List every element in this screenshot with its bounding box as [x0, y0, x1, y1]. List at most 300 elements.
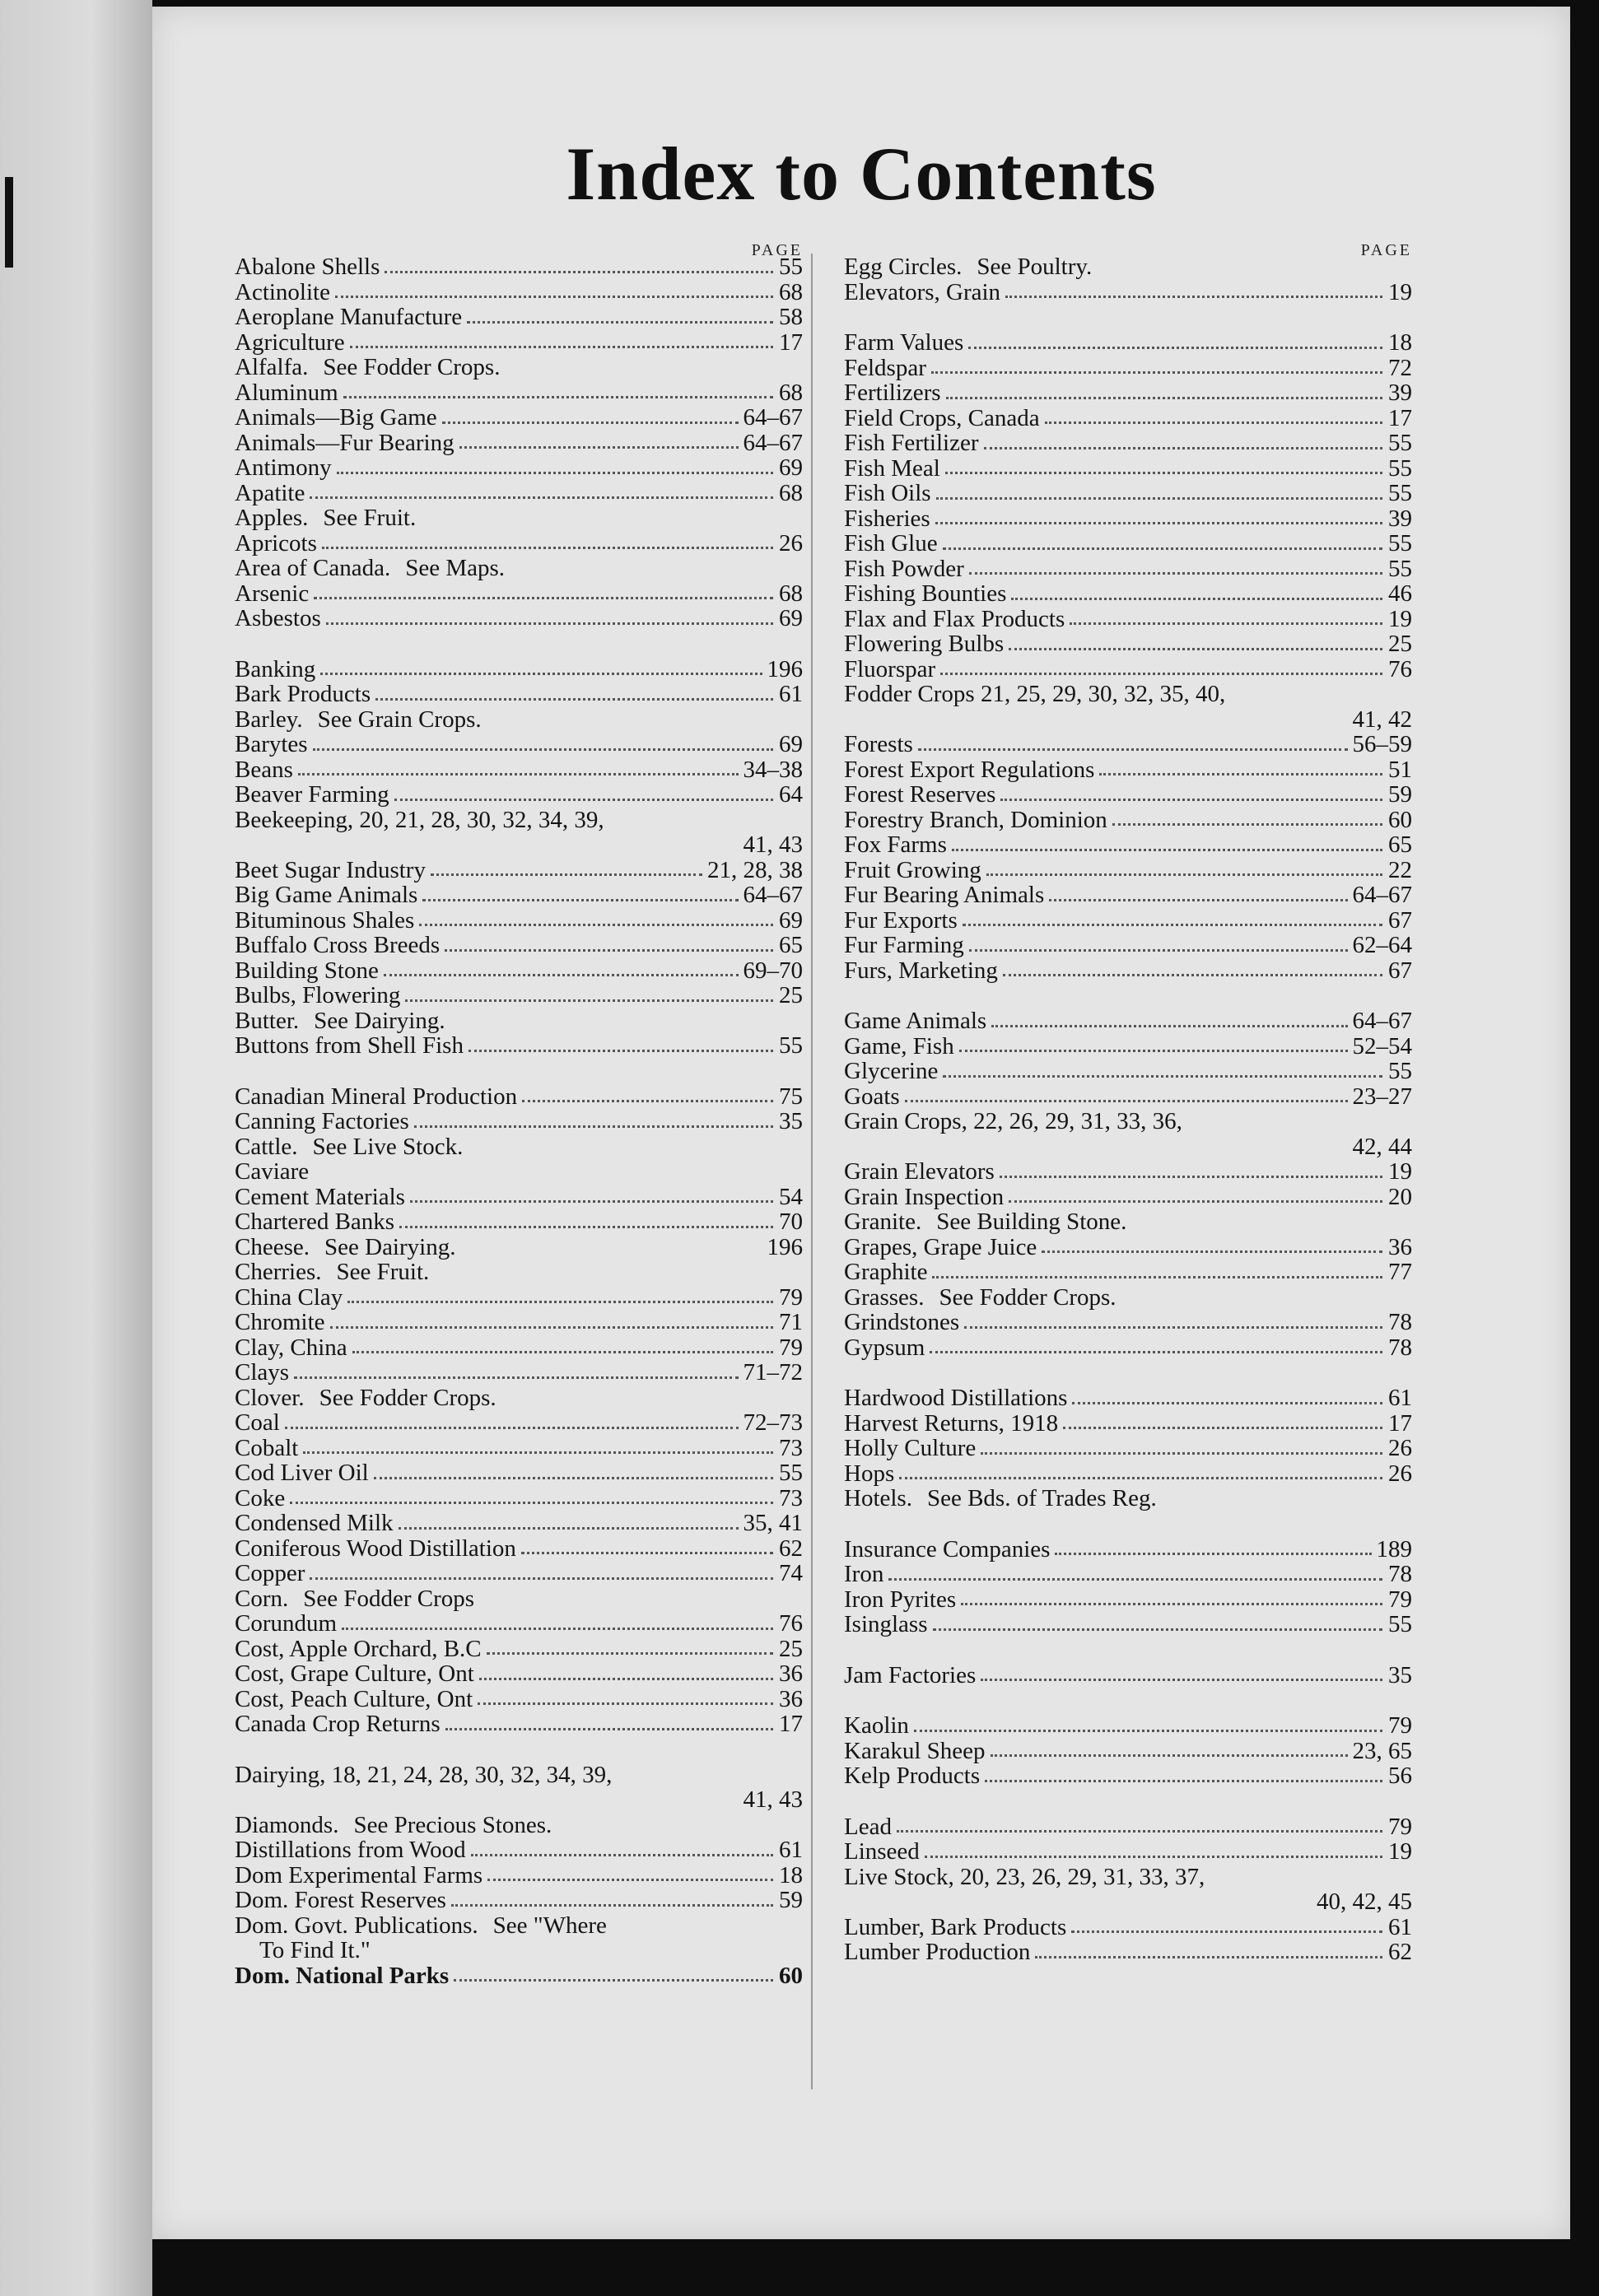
dot-leader: [478, 1702, 773, 1705]
index-entry: [235, 1536, 803, 1562]
entry-name: Fur Farming: [844, 932, 964, 958]
entry-name: Fertilizers: [844, 380, 941, 406]
entry-name: Field Crops, Canada: [844, 404, 1040, 431]
entry-name: Coniferous Wood Distillation: [235, 1535, 516, 1562]
entry-page-number: 78: [1388, 1309, 1412, 1335]
entry-name: Corundum: [235, 1610, 338, 1637]
dot-leader: [326, 622, 773, 625]
index-entry: [844, 1612, 1412, 1637]
dot-leader: [451, 1904, 773, 1907]
index-entry: [844, 506, 1412, 532]
entry-page-number: 79: [1388, 1712, 1412, 1739]
entry-see-reference: See Fruit.: [336, 1259, 430, 1285]
dot-leader: [405, 999, 773, 1002]
dot-leader: [888, 1578, 1382, 1581]
entry-page-number: 55: [1388, 555, 1412, 582]
dot-leader: [933, 1628, 1383, 1631]
entry-page-number: 55: [779, 1460, 803, 1486]
dot-leader: [1162, 1502, 1382, 1505]
entry-page-number: 35: [779, 1108, 803, 1134]
entry-page-number: 69: [779, 454, 803, 481]
index-entry: [844, 1889, 1412, 1915]
dot-leader: [959, 1050, 1348, 1052]
index-entry: [235, 908, 803, 934]
entry-page-number: 34–38: [743, 756, 803, 783]
dot-leader: [375, 1954, 773, 1957]
entry-page-number: 78: [1388, 1561, 1412, 1587]
index-entry: [235, 1033, 803, 1059]
index-page: [152, 7, 1570, 2239]
entry-page-number: 60: [779, 1962, 803, 1989]
entry-page-number: 18: [779, 1861, 803, 1888]
entry-name: Cost, Peach Culture, Ont: [235, 1685, 473, 1712]
index-entry: [235, 1863, 803, 1888]
entry-page-number: 76: [779, 1610, 803, 1637]
entry-page-number: 64–67: [743, 429, 803, 456]
entry-name: Grindstones: [844, 1309, 960, 1335]
dot-leader: [468, 1150, 773, 1153]
entry-name: Dom. Forest Reserves: [235, 1887, 446, 1913]
index-entry: [235, 1687, 803, 1712]
index-entry: [235, 606, 803, 631]
entry-name: Egg Circles.: [844, 254, 963, 280]
entry-name: Banking: [235, 655, 316, 682]
index-entry: [844, 607, 1412, 632]
index-entry: [844, 1084, 1412, 1110]
entry-name: Jam Factories: [844, 1661, 977, 1688]
entry-name: Apples.: [235, 505, 309, 531]
entry-page-number: 26: [1388, 1435, 1412, 1461]
dot-leader: [969, 949, 1348, 952]
index-entry: [844, 1940, 1412, 1965]
entry-see-reference: See Fodder Crops.: [319, 1384, 496, 1411]
index-column-right: [844, 241, 1412, 1965]
entry-name: Dairying, 18, 21, 24, 28, 30, 32, 34, 39,: [235, 1761, 613, 1788]
entry-see-reference: See Bds. of Trades Reg.: [926, 1485, 1157, 1511]
entry-name: Cobalt: [235, 1434, 299, 1461]
index-entry: [844, 883, 1412, 908]
index-entry: [235, 1763, 803, 1788]
dot-leader: [1005, 296, 1382, 298]
entry-page-number: 61: [1388, 1385, 1412, 1411]
dot-leader: [419, 924, 773, 926]
entry-name: 41, 42: [1352, 706, 1412, 733]
dot-leader: [1070, 622, 1382, 625]
index-entry: [844, 380, 1412, 406]
entry-name: Fodder Crops 21, 25, 29, 30, 32, 35, 40,: [844, 681, 1226, 707]
entry-page-number: 62–64: [1352, 932, 1412, 958]
entry-name: Bark Products: [235, 681, 371, 707]
index-entry: [844, 1285, 1412, 1311]
dot-leader: [521, 1552, 773, 1554]
entry-name: Goats: [844, 1083, 900, 1110]
index-entry: [235, 1888, 803, 1913]
index-entry: [235, 1712, 803, 1737]
index-entry: [235, 1661, 803, 1687]
dot-leader: [335, 296, 773, 298]
index-entry: [235, 1360, 803, 1386]
dot-leader: [557, 1828, 773, 1831]
index-entry: [844, 1713, 1412, 1739]
index-entry: [844, 1461, 1412, 1487]
dot-leader: [1000, 799, 1382, 801]
dot-leader: [414, 1125, 773, 1128]
section-gap: [235, 1059, 803, 1084]
entry-page-number: 76: [1388, 655, 1412, 682]
entry-page-number: 23–27: [1352, 1083, 1412, 1110]
index-entry: [844, 1235, 1412, 1260]
dot-leader: [932, 1276, 1382, 1278]
entry-name: Apricots: [235, 529, 317, 557]
entry-page-number: 35, 41: [743, 1510, 803, 1536]
index-entry: [235, 1134, 803, 1160]
entry-name: Corn.: [235, 1585, 289, 1612]
index-entry: [844, 1386, 1412, 1411]
entry-name: 41, 43: [743, 1786, 803, 1813]
entry-name: Hotels.: [844, 1485, 912, 1511]
entry-name: Graphite: [844, 1259, 928, 1285]
entry-page-number: 26: [1388, 1460, 1412, 1487]
entry-name: Fish Powder: [844, 555, 964, 582]
index-entry: [844, 254, 1412, 280]
index-entry: [235, 1938, 803, 1963]
index-entry: [235, 581, 803, 607]
dot-leader: [385, 271, 773, 273]
entry-see-reference: See Grain Crops.: [317, 706, 482, 733]
index-entry: [844, 1739, 1412, 1764]
entry-page-number: 69: [779, 731, 803, 757]
index-entry: [844, 908, 1412, 934]
entry-page-number: 79: [1388, 1586, 1412, 1613]
index-list-left: [235, 254, 803, 1988]
index-entry: [235, 280, 803, 305]
index-entry: [844, 1865, 1412, 1890]
entry-page-number: 18: [1388, 329, 1412, 356]
entry-page-number: 55: [1388, 454, 1412, 482]
entry-page-number: 19: [1388, 278, 1412, 305]
index-entry: [235, 1285, 803, 1311]
entry-name: 41, 43: [743, 831, 803, 858]
entry-page-number: 73: [779, 1434, 803, 1461]
entry-name: Clover.: [235, 1384, 305, 1411]
dot-leader: [434, 1276, 773, 1278]
entry-name: Beaver Farming: [235, 781, 389, 808]
entry-name: Butter.: [235, 1007, 300, 1034]
index-entry: [844, 431, 1412, 456]
entry-name: 42, 44: [1352, 1133, 1412, 1160]
dot-leader: [290, 1502, 773, 1504]
entry-page-number: 17: [779, 1711, 803, 1737]
entry-name: Feldspar: [844, 354, 926, 381]
entry-page-number: 69: [779, 906, 803, 934]
entry-page-number: 64–67: [1352, 882, 1412, 908]
dot-leader: [969, 572, 1382, 575]
entry-page-number: 54: [779, 1183, 803, 1210]
entry-page-number: 75: [779, 1083, 803, 1110]
index-entry: [844, 1335, 1412, 1361]
entry-name: Chromite: [235, 1309, 325, 1335]
dot-leader: [350, 346, 773, 348]
dot-leader: [399, 1527, 739, 1530]
dot-leader: [510, 572, 773, 575]
dot-leader: [375, 698, 773, 701]
index-entry: [844, 280, 1412, 305]
entry-page-number: 67: [1388, 957, 1412, 984]
entry-name: Coke: [235, 1484, 286, 1511]
entry-page-number: 36: [779, 1660, 803, 1687]
entry-name: 40, 42, 45: [1317, 1888, 1412, 1915]
dot-leader: [1011, 598, 1382, 600]
entry-name: Iron: [844, 1561, 884, 1587]
entry-name: Game, Fish: [844, 1032, 954, 1060]
dot-leader: [460, 1250, 762, 1253]
entry-name: Linseed: [844, 1838, 920, 1865]
entry-name: Distillations from Wood: [235, 1837, 466, 1863]
entry-name: Grasses.: [844, 1283, 925, 1311]
entry-name: Beet Sugar Industry: [235, 856, 426, 883]
entry-page-number: 69: [779, 605, 803, 631]
entry-page-number: 71: [779, 1309, 803, 1335]
entry-name: Hops: [844, 1460, 895, 1487]
dot-leader: [479, 1602, 773, 1604]
index-entry: [844, 682, 1412, 707]
index-entry: [844, 657, 1412, 682]
index-entry: [844, 1159, 1412, 1185]
dot-leader: [952, 849, 1382, 851]
index-entry: [235, 254, 803, 280]
index-entry: [844, 1486, 1412, 1511]
entry-name: Live Stock, 20, 23, 26, 29, 31, 33, 37,: [844, 1863, 1205, 1890]
dot-leader: [1045, 421, 1382, 424]
dot-leader: [303, 1451, 773, 1454]
dot-leader: [991, 1754, 1348, 1757]
dot-leader: [314, 1176, 773, 1178]
dot-leader: [935, 522, 1382, 524]
dot-leader: [931, 371, 1382, 374]
index-entry: [235, 1235, 803, 1260]
entry-name: Abalone Shells: [235, 254, 380, 280]
dot-leader: [1112, 823, 1382, 826]
index-entry: [235, 1436, 803, 1461]
dot-leader: [1063, 1427, 1382, 1429]
index-entry: [844, 1436, 1412, 1461]
index-entry: [844, 1537, 1412, 1562]
entry-name: Cheese.: [235, 1233, 310, 1260]
section-gap: [844, 1789, 1412, 1814]
entry-name: Fish Oils: [844, 480, 931, 506]
entry-see-reference: See Fodder Crops.: [323, 354, 501, 380]
index-entry: [844, 531, 1412, 557]
index-entry: [235, 1637, 803, 1662]
dot-leader: [322, 547, 773, 549]
dot-leader: [342, 1628, 773, 1630]
dot-leader: [981, 1452, 1382, 1455]
dot-leader: [467, 321, 773, 324]
dot-leader: [347, 1301, 773, 1303]
index-entry: [235, 1159, 803, 1185]
index-entry: [844, 707, 1412, 733]
entry-page-number: 56–59: [1352, 731, 1412, 757]
dot-leader: [445, 949, 773, 952]
index-entry: [235, 1787, 803, 1813]
dot-leader: [314, 597, 773, 599]
dot-leader: [421, 522, 773, 524]
entry-name: Dom Experimental Farms: [235, 1861, 483, 1888]
entry-page-number: 17: [779, 328, 803, 356]
entry-page-number: 65: [1388, 831, 1412, 858]
dot-leader: [454, 1979, 773, 1982]
dot-leader: [986, 873, 1382, 876]
dot-leader: [310, 496, 773, 499]
dot-leader: [925, 1856, 1382, 1858]
entry-name: Dom. National Parks: [235, 1962, 450, 1989]
index-entry: [844, 631, 1412, 657]
entry-page-number: 68: [779, 278, 803, 305]
dot-leader: [930, 1351, 1382, 1353]
index-entry: [235, 958, 803, 984]
entry-name: Animals—Big Game: [235, 404, 437, 431]
index-entry: [844, 1209, 1412, 1235]
dot-leader: [1121, 1301, 1382, 1303]
entry-page-number: 58: [779, 304, 803, 330]
index-entry: [235, 330, 803, 356]
entry-page-number: 21, 28, 38: [707, 856, 803, 883]
index-entry: [235, 933, 803, 958]
dot-leader: [294, 1376, 738, 1379]
entry-name: Arsenic: [235, 580, 310, 607]
entry-name: Grain Crops, 22, 26, 29, 31, 33, 36,: [844, 1108, 1182, 1134]
index-entry: [235, 1084, 803, 1110]
index-entry: [235, 355, 803, 380]
entry-name: Animals—Fur Bearing: [235, 429, 455, 456]
dot-leader: [897, 1830, 1382, 1833]
dot-leader: [459, 446, 739, 449]
section-gap: [235, 631, 803, 657]
entry-name: Building Stone: [235, 957, 379, 984]
entry-name: Canada Crop Returns: [235, 1711, 441, 1737]
entry-page-number: 79: [1388, 1813, 1412, 1840]
page-title: Index to Contents: [566, 132, 1157, 216]
entry-name: Flax and Flax Products: [844, 605, 1065, 632]
dot-leader: [343, 396, 773, 398]
section-gap: [844, 1511, 1412, 1537]
entry-name: Forests: [844, 731, 913, 757]
entry-page-number: 51: [1388, 756, 1412, 783]
entry-page-number: 56: [1388, 1763, 1412, 1789]
entry-page-number: 72: [1388, 354, 1412, 381]
entry-page-number: 59: [1388, 781, 1412, 808]
index-entry: [235, 1511, 803, 1536]
entry-page-number: 64–67: [743, 404, 803, 431]
dot-leader: [1097, 271, 1382, 273]
entry-name: Kaolin: [844, 1712, 909, 1739]
index-entry: [844, 958, 1412, 984]
entry-name: Fluorspar: [844, 655, 936, 682]
entry-page-number: 79: [779, 1283, 803, 1311]
index-entry: [235, 505, 803, 531]
index-entry: [235, 1310, 803, 1335]
index-entry: [235, 883, 803, 908]
entry-name: Flowering Bulbs: [844, 631, 1005, 657]
entry-see-reference: See Precious Stones.: [353, 1811, 552, 1838]
dot-leader: [1230, 698, 1382, 701]
entry-name: Forestry Branch, Dominion: [844, 806, 1107, 833]
entry-see-reference: See Fruit.: [323, 505, 417, 531]
entry-page-number: 19: [1388, 605, 1412, 632]
entry-name: Caviare: [235, 1158, 310, 1185]
dot-leader: [330, 1326, 773, 1329]
section-gap: [844, 983, 1412, 1008]
entry-page-number: 61: [779, 1837, 803, 1863]
page-column-header: PAGE: [1360, 241, 1412, 259]
entry-name: China Clay: [235, 1283, 343, 1311]
entry-page-number: 77: [1388, 1259, 1412, 1285]
entry-name: Beekeeping, 20, 21, 28, 30, 32, 34, 39,: [235, 806, 604, 833]
entry-name: Chartered Banks: [235, 1209, 395, 1235]
index-entry: [235, 380, 803, 406]
dot-leader: [1042, 1250, 1382, 1253]
entry-page-number: 71–72: [743, 1359, 803, 1386]
index-entry: [235, 1611, 803, 1637]
entry-name: Fox Farms: [844, 831, 947, 858]
dot-leader: [943, 547, 1382, 550]
section-gap: [844, 1360, 1412, 1386]
entry-page-number: 196: [767, 655, 803, 682]
entry-page-number: 46: [1388, 580, 1412, 607]
entry-name: Karakul Sheep: [844, 1737, 986, 1764]
dot-leader: [991, 1025, 1347, 1027]
entry-name: Cost, Apple Orchard, B.C: [235, 1635, 482, 1662]
entry-page-number: 39: [1388, 505, 1412, 532]
index-entry: [235, 1913, 803, 1939]
entry-name: Actinolite: [235, 278, 330, 305]
entry-page-number: 23, 65: [1352, 1737, 1412, 1764]
dot-leader: [1009, 648, 1382, 650]
entry-name: Hardwood Distillations: [844, 1385, 1068, 1411]
page-column-header: PAGE: [751, 241, 803, 259]
entry-page-number: 68: [779, 479, 803, 506]
dot-leader: [487, 1652, 773, 1655]
entry-page-number: 55: [1388, 1611, 1412, 1637]
entry-name: Aluminum: [235, 379, 338, 406]
dot-leader: [1003, 974, 1382, 976]
entry-name: Holly Culture: [844, 1435, 977, 1461]
index-entry: [844, 1763, 1412, 1789]
index-entry: [235, 481, 803, 506]
entry-name: Alfalfa.: [235, 354, 309, 380]
entry-page-number: 69–70: [743, 957, 803, 984]
entry-name: Clay, China: [235, 1334, 347, 1361]
index-entry: [235, 832, 803, 858]
index-entry: [844, 1562, 1412, 1587]
index-entry: [235, 455, 803, 481]
dot-leader: [471, 1854, 773, 1856]
index-entry: [235, 682, 803, 707]
entry-page-number: 22: [1388, 856, 1412, 883]
entry-page-number: 68: [779, 580, 803, 607]
dot-leader: [1000, 1176, 1382, 1178]
index-entry: [235, 1837, 803, 1863]
entry-name: Fisheries: [844, 505, 930, 532]
index-entry: [235, 1109, 803, 1134]
dot-leader: [431, 873, 702, 876]
dot-leader: [450, 1024, 773, 1027]
index-entry: [235, 808, 803, 833]
entry-name: Iron Pyrites: [844, 1586, 957, 1613]
entry-name: Buttons from Shell Fish: [235, 1032, 464, 1059]
dot-leader: [609, 823, 773, 826]
entry-name: Grain Inspection: [844, 1183, 1005, 1210]
